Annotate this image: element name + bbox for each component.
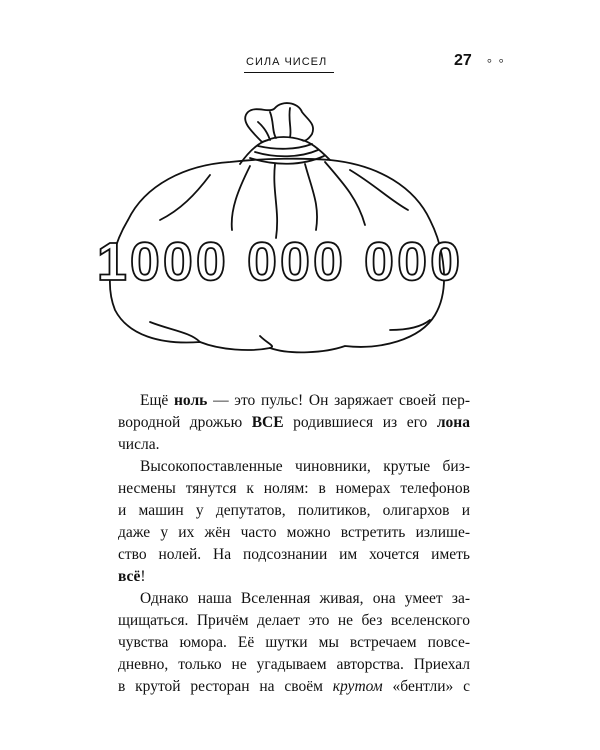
bag-label: 1000 000 000 xyxy=(96,232,464,292)
body-text xyxy=(118,390,470,698)
paragraph-2: Высокопоставленные чиновники, крутые биз- несмены тянутся к нолям: в номерах телефонов и машин у депутатов, политиков, олигархов и даже у их жён часто можно встретить излише- ство нолей. На подсознании им хочется иметь всё! xyxy=(118,458,470,585)
page-header xyxy=(138,52,510,76)
header-rule xyxy=(244,72,334,73)
paragraph-3: Однако наша Вселенная живая, она умеет за- щищаться. Причём делает это не без вселенского чувства юмора. Её шутки мы встречаем повсе- дневно, только не угадываем авторства. Приехал в крутой ресторан на своём крутом «бентли» с xyxy=(118,590,471,695)
bag-top xyxy=(245,103,313,142)
ornament-dots: ° ° xyxy=(487,56,506,70)
paragraph-1: Ещё ноль — это пульс! Он заряжает своей пер- вородной дрожью ВСЕ родившиеся из его лона числа. xyxy=(118,392,470,453)
bag-tie xyxy=(250,144,324,164)
page-number: 27 xyxy=(454,52,472,69)
running-title: СИЛА ЧИСЕЛ xyxy=(246,56,328,68)
money-bag-illustration xyxy=(90,100,470,385)
